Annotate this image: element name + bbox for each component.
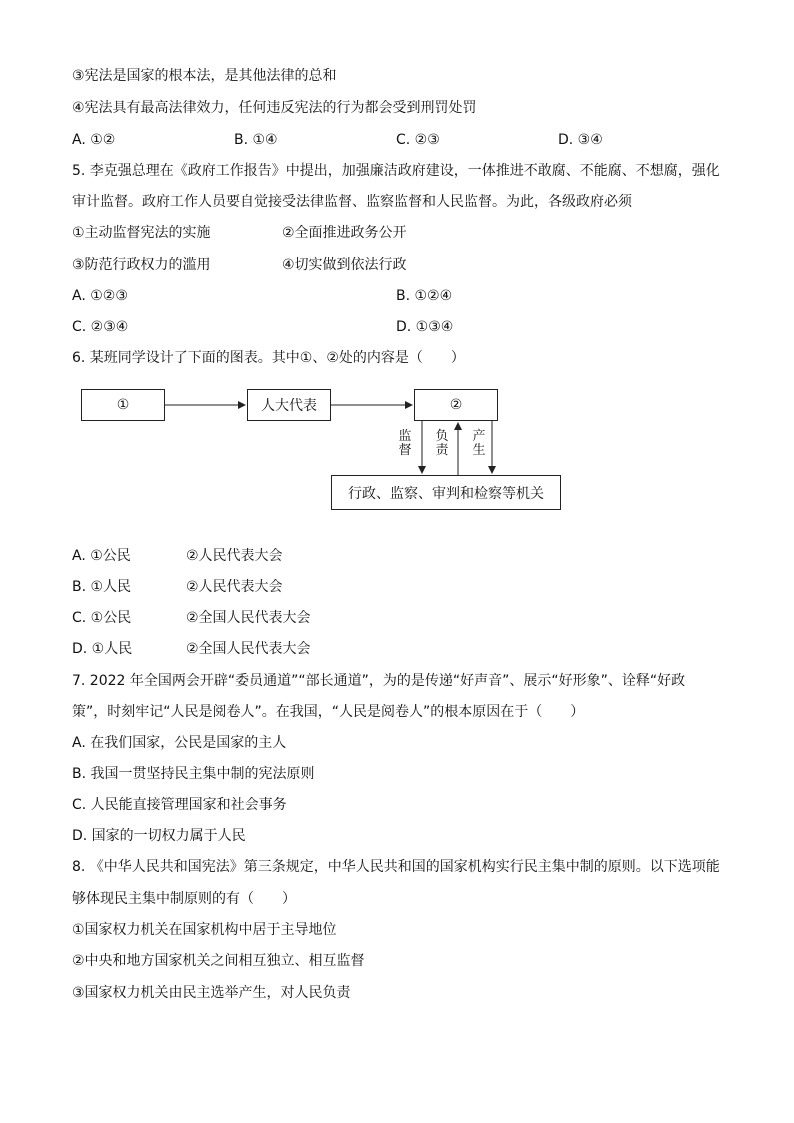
q6-option-a-answer: ②人民代表大会 — [186, 548, 283, 564]
q5-option-a: A. ①②③ — [72, 288, 128, 304]
q6-option-d-letter: D. ①人民 — [72, 641, 133, 657]
q8-item-1: ①国家权力机关在国家机构中居于主导地位 — [72, 922, 337, 938]
diagram-box-organs: 行政、监察、审判和检察等机关 — [331, 475, 561, 510]
q7-stem-line2: 策”，时刻牢记“人民是阅卷人”。在我国，“人民是阅卷人”的根本原因在于（ ） — [72, 704, 585, 720]
q8-stem-line1: 8. 《中华人民共和国宪法》第三条规定，中华人民共和国的国家机构实行民主集中制的原则。以下选项能 — [72, 859, 720, 875]
q6-option-b-answer: ②人民代表大会 — [186, 579, 283, 595]
q6-option-a-letter: A. ①公民 — [72, 548, 131, 564]
q6-stem: 6. 某班同学设计了下面的图表。其中①、②处的内容是（ ） — [72, 350, 465, 366]
q7-option-b: B. 我国一贯坚持民主集中制的宪法原则 — [72, 766, 315, 782]
label-supervise: 监督 — [398, 429, 412, 458]
q5-option-c: C. ②③④ — [72, 319, 129, 335]
q4-item-4: ④宪法具有最高法律效力，任何违反宪法的行为都会受到刑罚处罚 — [72, 100, 477, 116]
q4-item-3: ③宪法是国家的根本法，是其他法律的总和 — [72, 68, 337, 84]
q5-stem-line1: 5. 李克强总理在《政府工作报告》中提出，加强廉洁政府建设，一体推进不敢腐、不能腐、不想腐，强化 — [72, 163, 720, 179]
q7-option-c: C. 人民能直接管理国家和社会事务 — [72, 797, 287, 813]
q5-item-1: ①主动监督宪法的实施 — [72, 225, 211, 241]
q8-stem-line2: 够体现民主集中制原则的有（ ） — [72, 891, 296, 907]
q4-option-c: C. ②③ — [396, 132, 440, 148]
label-produce: 产生 — [472, 429, 486, 458]
q4-option-d: D. ③④ — [558, 132, 603, 148]
diagram-box-deputies: 人大代表 — [247, 389, 331, 421]
q5-option-b: B. ①②④ — [396, 288, 453, 304]
q7-stem-line1: 7. 2022 年全国两会开辟“委员通道”“部长通道”，为的是传递“好声音”、展示“好形象”、诠释“好政 — [72, 673, 686, 689]
diagram-box-blank-1: ① — [81, 389, 165, 421]
q6-option-c-answer: ②全国人民代表大会 — [186, 610, 311, 626]
q7-option-d: D. 国家的一切权力属于人民 — [72, 828, 246, 844]
q6-option-c-letter: C. ①公民 — [72, 610, 132, 626]
label-responsible: 负责 — [435, 429, 449, 458]
q5-stem-line2: 审计监督。政府工作人员要自觉接受法律监督、监察监督和人民监督。为此，各级政府必须 — [72, 194, 632, 210]
diagram-box-blank-2: ② — [414, 389, 498, 421]
q8-item-2: ②中央和地方国家机关之间相互独立、相互监督 — [72, 953, 365, 969]
q8-item-3: ③国家权力机关由民主选举产生，对人民负责 — [72, 985, 351, 1001]
q6-option-b-letter: B. ①人民 — [72, 579, 132, 595]
q5-item-3: ③防范行政权力的滥用 — [72, 257, 211, 273]
q7-option-a: A. 在我们国家，公民是国家的主人 — [72, 735, 287, 751]
q6-option-d-answer: ②全国人民代表大会 — [186, 641, 311, 657]
q5-item-4: ④切实做到依法行政 — [282, 257, 407, 273]
q5-option-d: D. ①③④ — [396, 319, 454, 335]
q4-option-b: B. ①④ — [234, 132, 278, 148]
q5-item-2: ②全面推进政务公开 — [282, 225, 407, 241]
q4-option-a: A. ①② — [72, 132, 116, 148]
